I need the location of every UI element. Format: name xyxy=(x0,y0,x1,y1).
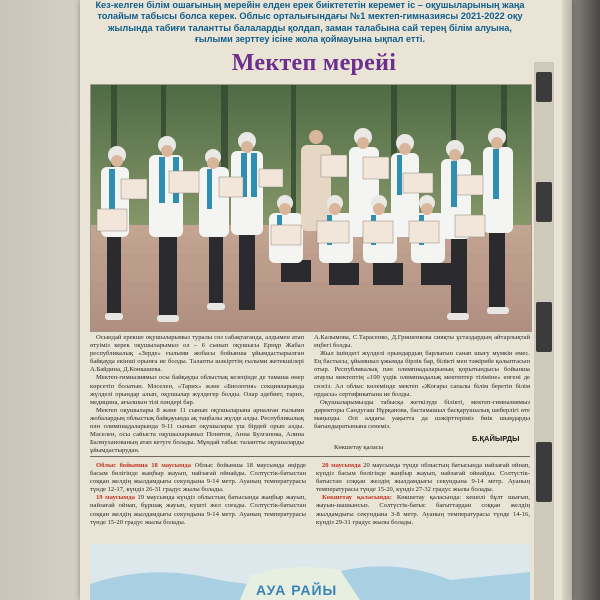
text: 19 маусымда күндіз облыстың батысында жаңбыр жауып, найзағай ойнап, бұршақ жауып, күшті жел соғады. Солтүстік-батыстан соққан желдің жылдамдығы секундына 9-14 метр. Ауаның температурасы түнде 15-20 градус жылы болады. xyxy=(90,494,306,526)
paragraph: Осындай ерекше оқушыларымыз туралы сөз сабақтағанда, алдымен атап өтуіміз керек оқушыларымыз ол – 6 сынып оқушысы Ернұр Жабал республикалық «Зерде» ғылыми жобасы бойынша ұйымдастырылған байқауда екінші орынға ие болды. Талапты шәкірттің ғылыми жетекшілері А.Байдина, Д.Конкашева. xyxy=(90,334,304,374)
newspaper-page xyxy=(80,0,572,600)
paragraph xyxy=(90,462,306,494)
text: 20 маусымда түнде облыстың батысында найзағай ойнап, күндіз басым бөлігінде жаңбыр жауып, найзағай ойнайды. Солтүстік-батыстан соққан желдің жылдамдығы секундына 9-14 метр. Ауаның температурасы түнде 15-20, күндіз 27-32 градус жылы болады. xyxy=(316,462,530,494)
highlight: Көкшетау қаласында: xyxy=(322,494,392,502)
paragraph: Жыл ішіндегі жүлделі орындардың барлығын санап шығу мүмкін емес. Ең бастысы, ұйымшыл ұжымда бірлік бар, білікті мен тәжірибе қалыптасып отыр. Республикалық пән олимпиадаларының қорытындысы бойынша атаулы мектептің «100 үздік олимпиадалық мектептер тізіміне» енгені де сөзсіз. Ал облыс көлемінде мектеп «Жоғары сапалы білім беретін білім ордасы» сертификатына ие болды. xyxy=(314,350,530,398)
group-photo xyxy=(90,84,532,332)
background-right xyxy=(570,0,600,600)
article-column-2 xyxy=(314,334,530,438)
text: Облыс бойынша 18 маусымда өңірде басым бөлігінде жаңбыр жауып, найзағай ойнайды. Солтүстік-батыстан соққан желдің жылдамдығы секундына 9-14 метр. Ауаның температурасы түнде 12-17, күндіз 26-31 градус жылы болады. xyxy=(90,462,306,494)
paragraph xyxy=(316,494,530,526)
weather-column-1 xyxy=(90,462,306,538)
paragraph xyxy=(316,462,530,494)
article-lead: Кез-келген білім ошағының мерейін елден ерек биіктететін керемет іс – оқушыларының жаңа толайым табысы болса керек. Облыс орталығындағы №1 мектеп-гимназиясы 2021-2022 оқу жылында табиғи талантты балаларды қолдап, заман талабына сай терең білім алуына, ғылыми зерттеу ісіне жола қоймауына ықпал етті. xyxy=(95,0,525,45)
adjacent-page-photo xyxy=(534,62,554,600)
weather-map-label: АУА РАЙЫ xyxy=(256,582,338,598)
paragraph: Мектеп оқушылары 8 және 11 сынып оқушыларына арналған ғылыми жобалардың облыстық байқауында ақ таңбалы жүлде алды. Республикалық пән олимпиадаларында 9-11 сынып оқушылары үш бірдей орын алды. Мәселен, осы сайыста оқушыларымыз Понятов, Анна Булганова, Алина Балмуханованың атап кетуге болады. Мұндай табыс талантты оқушыларды ұйымдастырудан. xyxy=(90,406,304,455)
page-edge xyxy=(562,0,572,600)
article-signature: Б.ҚАЙЫРДЫ xyxy=(472,434,520,443)
background-left xyxy=(0,0,82,600)
paragraph xyxy=(90,494,306,526)
article-title: Мектеп мерейі xyxy=(231,50,397,76)
paragraph: Оқушыларымызды табысқа жеткізуде білікті, мектеп-гимназиямыз директоры Сандугаш Нұрқанова, бастамашыл басқарушылық шеберлігі өте маңызды. Әлі алдағы уақытта да шәкірттеріміз биік шыңдарды бағындыратынына сенеміз. xyxy=(314,398,530,431)
weather-column-2 xyxy=(316,462,530,538)
highlight: Облыс бойынша 18 маусымда xyxy=(96,462,192,469)
highlight: 19 маусымда xyxy=(96,494,135,502)
paragraph: А.Калымова, С.Тарасенко, Д.Гришенкова сияқты ұстаздардың айтарлықтай еңбегі болды. xyxy=(314,334,530,350)
article-place: Көкшетау қаласы xyxy=(334,444,384,451)
paragraph: Мектеп-гимназиямыз осы байқауды облыстық кезеңінде де тамаша өнер көрсетіп болатын. Мәселен, «Тарих» және «Биология» секцияларында жүлделі орындар алып, оқушылар жүлдегер болды. Олар әдебиет, тарих, медицина, ағылшын тілі пәндері бар. xyxy=(90,374,304,406)
text: Көкшетау қаласында: кешелі бұлт шығып, жауын-шашынсыз. Солтүстік-батыс бағыттардан соққан желдің жылдамдығы секундына 3-8 метр. Ауаның температурасы түнде 14-16, күндіз 29-31 градус жылы болады. xyxy=(316,494,530,526)
section-divider xyxy=(90,456,530,457)
highlight: 20 маусымда xyxy=(322,462,361,469)
